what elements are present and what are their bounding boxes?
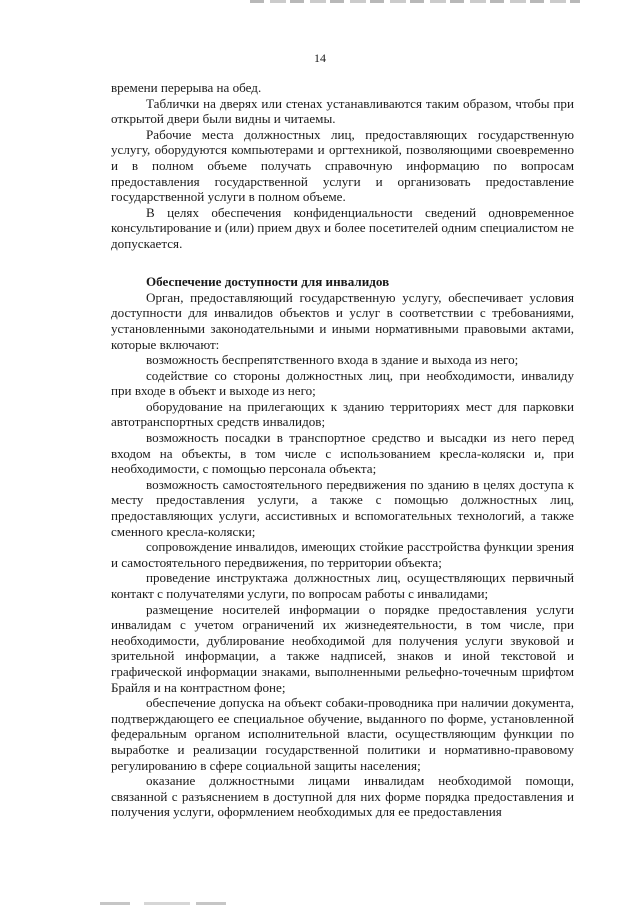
paragraph: Таблички на дверях или стенах устанавливаются таким образом, чтобы при открытой двери были видны и читаемы.: [111, 95, 574, 127]
list-item: возможность посадки в транспортное средство и высадки из него перед входом на объекты, в том числе с использованием кресла-коляски и, при необходимости, с помощью персонала объекта;: [111, 430, 574, 477]
list-item: оказание должностными лицами инвалидам необходимой помощи, связанной с разъяснением в доступной для них форме порядка предоставления и получения услуги, оформлением необходимых для ее предоставления: [111, 773, 574, 820]
list-item: оборудование на прилегающих к зданию территориях мест для парковки автотранспортных средств инвалидов;: [111, 398, 574, 430]
list-item: проведение инструктажа должностных лиц, осуществляющих первичный контакт с получателями услуги, по вопросам работы с инвалидами;: [111, 570, 574, 601]
page-number: 14: [314, 51, 326, 65]
paragraph: Рабочие места должностных лиц, предоставляющих государственную услугу, оборудуются компьютерами и оргтехникой, позволяющими своевременно и в полном объеме получать справочную информацию по вопросам предоставления государственной услуги и организовать предоставление государственной услуги в полном объеме.: [111, 126, 574, 205]
list-item: размещение носителей информации о порядке предоставления услуги инвалидам с учетом ограничений их жизнедеятельности, в том числе, при необходимости, дублирование необходимой для получения услуги звуковой и зрительной информации, а также надписей, знаков и иной текстовой и графической информации знаками, выполненными рельефно-точечным шрифтом Брайля и на контрастном фоне;: [111, 601, 574, 695]
paragraph: времени перерыва на обед.: [111, 80, 262, 95]
list-item: содействие со стороны должностных лиц, при необходимости, инвалиду при входе в объект и выходе из него;: [111, 367, 574, 399]
list-item: возможность самостоятельного передвижения по зданию в целях доступа к месту предоставления услуги, а также с помощью должностных лиц, предоставляющих услуги, ассистивных и вспомогательных технологий, а также сменного кресла-коляски;: [111, 476, 574, 539]
list-item: обеспечение допуска на объект собаки-проводника при наличии документа, подтверждающего ее специальное обучение, выданного по форме, установленной федеральным органом исполнительной власти, осуществляющим функции по выработке и реализации государственной политики и нормативно-правовому регулированию в сфере социальной защиты населения;: [111, 695, 574, 773]
paragraph: Орган, предоставляющий государственную услугу, обеспечивает условия доступности для инвалидов объектов и услуг в соответствии с требованиями, установленными законодательными и иными нормативными правовыми актами, которые включают:: [111, 289, 574, 352]
document-body: [111, 80, 574, 820]
list-item: возможность беспрепятственного входа в здание и выхода из него;: [146, 352, 519, 368]
section-heading: Обеспечение доступности для инвалидов: [146, 274, 390, 290]
paragraph: В целях обеспечения конфиденциальности сведений одновременное консультирование и (или) прием двух и более посетителей одним специалистом не допускается.: [111, 204, 574, 251]
scan-top-edge-marks: [250, 0, 580, 3]
list-item: сопровождение инвалидов, имеющих стойкие расстройства функции зрения и самостоятельного передвижения, по территории объекта;: [111, 539, 574, 570]
